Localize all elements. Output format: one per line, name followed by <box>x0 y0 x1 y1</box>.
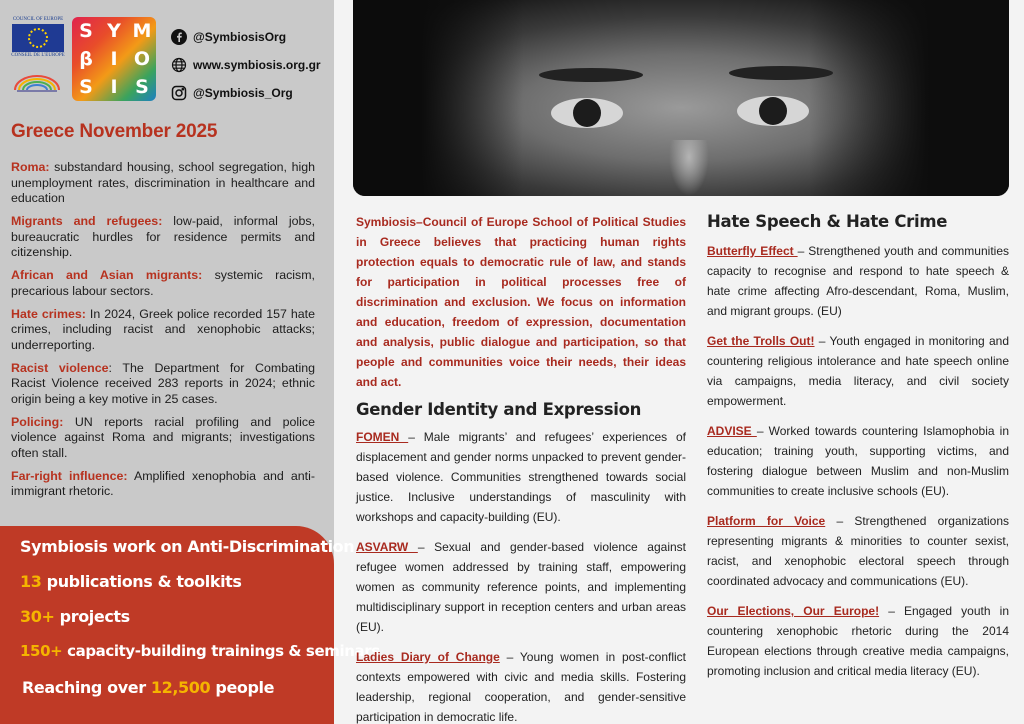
rainbow-logo-icon <box>11 70 63 94</box>
instagram-handle: @Symbiosis_Org <box>193 85 293 100</box>
logo-letter: I <box>110 48 118 70</box>
intro-paragraph: Symbiosis–Council of Europe School of Political Studies in Greece believes that practicing human rights protection equals to democratic rule of law, and stands for participation in political processes free of discrimination and exclusion. We focus on information and education, freedom of expression, documentation and analysis, public dialogue and participation, so that people and communities voice their needs, their ideas and act. <box>356 215 686 389</box>
facebook-handle: @SymbiosisOrg <box>193 29 287 44</box>
project-item <box>707 601 1009 681</box>
fact-label: Hate crimes: <box>11 306 86 321</box>
project-link[interactable]: Platform for Voice <box>707 514 826 528</box>
eye <box>551 98 623 128</box>
stat-text: publications & toolkits <box>41 572 242 591</box>
coe-caption-bottom: CONSEIL DE L'EUROPE <box>11 53 65 58</box>
fact-label: Far-right influence: <box>11 468 128 483</box>
website-url: www.symbiosis.org.gr <box>193 57 321 72</box>
coe-caption-top: COUNCIL OF EUROPE <box>12 17 64 22</box>
stat-publications <box>20 572 242 591</box>
project-link[interactable]: ASVARW <box>356 540 418 554</box>
project-text: – Strengthened organizations representing migrants & minorities to counter sexist, racist, and xenophobic electoral speech through coordinated advocacy and communications (EU). <box>707 514 1009 588</box>
right-column <box>707 212 1009 691</box>
stats-heading: Symbiosis work on Anti-Discrimination <box>20 537 355 556</box>
project-link[interactable]: Get the Trolls Out! <box>707 334 815 348</box>
hero-photo <box>353 0 1009 196</box>
fact-text: Amplified xenophobia and anti-immigrant rhetoric. <box>11 468 315 498</box>
facts-list <box>11 160 315 507</box>
fact-text: UN reports racial profiling and police violence against Roma and migrants; investigations often stall. <box>11 414 315 460</box>
globe-icon <box>171 57 187 73</box>
fact-label: African and Asian migrants: <box>11 268 203 282</box>
stat-number: 30+ <box>20 607 55 626</box>
stat-text: Reaching over <box>22 678 151 697</box>
stat-text: projects <box>54 607 130 626</box>
logo-letter: O <box>133 48 151 70</box>
fact-label: Policing: <box>11 414 64 429</box>
facebook-icon <box>171 29 187 45</box>
logo-letter: S <box>79 76 93 98</box>
council-of-europe-logo <box>10 17 66 67</box>
project-item <box>707 511 1009 591</box>
section-heading-gender: Gender Identity and Expression <box>356 400 642 419</box>
logo-letter: S <box>135 76 149 98</box>
project-text: – Engaged youth in countering xenophobic rhetoric during the 2014 European elections through creative media campaigns, promoting inclusion and critical media literacy (EU). <box>707 604 1009 678</box>
fact-item <box>11 268 315 299</box>
fact-text: In 2024, Greek police recorded 157 hate crimes, including racist and xenophobic attacks; underreporting. <box>11 306 315 352</box>
project-item <box>356 427 686 527</box>
stat-reach <box>22 678 274 697</box>
page-title: Greece November 2025 <box>11 121 218 142</box>
fact-text: systemic racism, precarious labour sectors. <box>11 268 315 298</box>
coe-flag-icon <box>12 24 64 52</box>
project-item <box>707 421 1009 501</box>
stat-trainings <box>20 642 380 660</box>
stats-box <box>0 526 380 724</box>
stat-text: people <box>210 678 275 697</box>
stat-number: 150+ <box>20 642 63 660</box>
nose <box>669 140 709 196</box>
fact-text: : The Department for Combating Racist Violence received 283 reports in 2024; ethnic origin being a key motive in 25 cases. <box>11 360 315 406</box>
logo-letter: Y <box>107 20 121 42</box>
fact-text: low-paid, informal jobs, bureaucratic hurdles for residence permits and citizenship. <box>11 214 315 259</box>
stat-number: 13 <box>20 572 42 591</box>
project-item <box>707 241 1009 321</box>
fact-label: Racist violence <box>11 360 109 375</box>
project-text: – Youth engaged in monitoring and countering religious intolerance and hate speech online via campaigns, media literacy, and civil society empowerment. <box>707 334 1010 408</box>
section-heading-hate: Hate Speech & Hate Crime <box>707 212 948 231</box>
instagram-link[interactable] <box>171 80 321 105</box>
eyebrow <box>539 68 643 82</box>
logo-letter: β <box>79 48 93 70</box>
fact-text: substandard housing, school segregation, high unemployment rates, discrimination in healthcare and education <box>11 160 315 205</box>
project-text: – Male migrants’ and refugees’ experiences of displacement and gender norms unpacked to prevent gender-based violence. Communities strengthened towards social justice. Inclusive understandings of masculinity with workshops and capacity-building (EU). <box>356 430 686 524</box>
instagram-icon <box>171 85 187 101</box>
project-text: – Young women in post-conflict contexts empowered with civic and media skills. Fostering leadership, regional cooperation, and gender-sensitive participation in democratic life. <box>356 650 686 724</box>
facebook-link[interactable] <box>171 24 321 49</box>
project-item <box>356 647 686 724</box>
logo-letter: M <box>132 20 152 42</box>
stat-projects <box>20 607 130 626</box>
project-text: – Strengthened youth and communities capacity to recognise and respond to hate speech & hate crime affecting Afro-descendant, Roma, Muslim, and migrant groups. (EU) <box>707 244 1009 318</box>
project-text: – Worked towards countering Islamophobia in education; training youth, supporting victims, and fostering dialogue between Muslim and non-Muslim communities to create inclusive schools (EU). <box>707 424 1010 498</box>
eye <box>737 96 809 126</box>
project-link[interactable]: ADVISE <box>707 424 757 438</box>
logo-letter: I <box>110 76 118 98</box>
project-link[interactable]: Our Elections, Our Europe! <box>707 604 880 618</box>
fact-item <box>11 307 315 354</box>
fact-item <box>11 160 315 207</box>
project-link[interactable]: FOMEN <box>356 430 409 444</box>
fact-label: Migrants and refugees: <box>11 214 163 228</box>
project-link[interactable]: Ladies Diary of Change <box>356 650 500 664</box>
project-link[interactable]: Butterfly Effect <box>707 244 798 258</box>
fact-item <box>11 214 315 261</box>
left-panel <box>0 0 380 724</box>
fact-item <box>11 361 315 408</box>
eyebrow <box>729 66 833 80</box>
fact-item <box>11 415 315 462</box>
fact-item <box>11 469 315 500</box>
project-item <box>707 331 1009 411</box>
website-link[interactable] <box>171 52 321 77</box>
logo-letter: S <box>79 20 93 42</box>
contact-list <box>171 24 321 108</box>
stat-number: 12,500 <box>150 678 211 697</box>
symbiosis-logo <box>72 17 156 101</box>
project-text: – Sexual and gender-based violence against refugee women addressed by training staff, empowering women as community reference points, and implementing multidisciplinary support in reception centers and urban areas (EU). <box>356 540 686 634</box>
fact-label: Roma: <box>11 160 50 174</box>
stat-text: capacity-building trainings & seminars <box>62 642 380 660</box>
project-item <box>356 537 686 637</box>
middle-column <box>356 212 686 724</box>
